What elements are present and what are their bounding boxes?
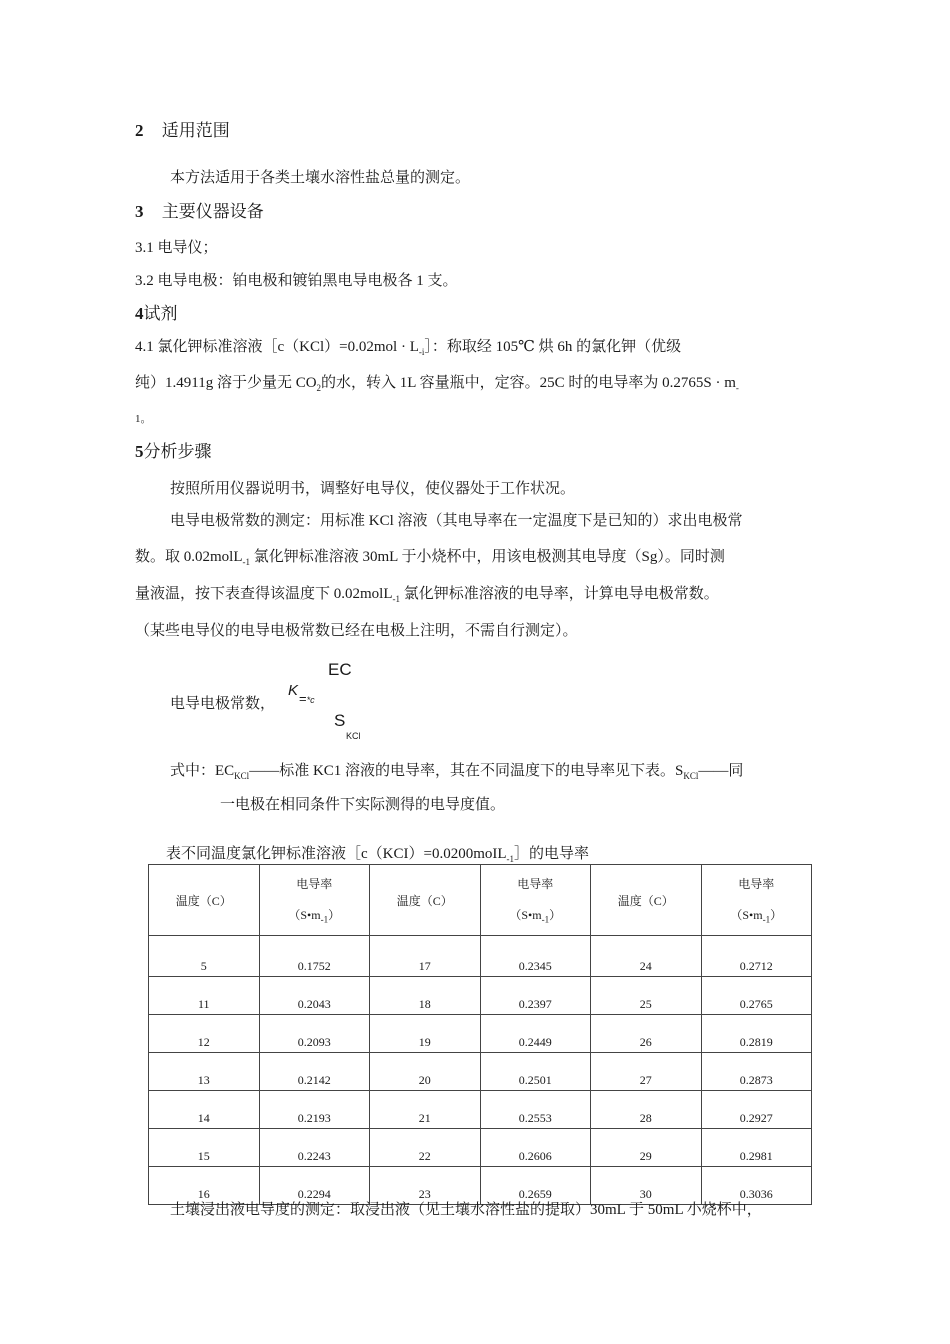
item-4-1-part-a: 4.1 氯化钾标准溶液［c（KCl）=0.02mol · L bbox=[135, 339, 419, 355]
item-4-1-sub: -i bbox=[418, 347, 425, 357]
unit-sub: -1 bbox=[320, 914, 329, 925]
formula-denominator: S bbox=[334, 711, 346, 730]
table-row bbox=[149, 1053, 812, 1091]
table-row bbox=[149, 1015, 812, 1053]
section-5-heading bbox=[135, 437, 212, 462]
paragraph-2-line1: 电导电极常数的测定：用标准 KCl 溶液（其电导率在一定温度下是已知的）求出电极常 bbox=[170, 513, 743, 529]
table-row bbox=[149, 1091, 812, 1129]
table-cell: 11 bbox=[149, 977, 260, 1015]
unit-sub: -1 bbox=[762, 914, 771, 925]
p2-l2-a: 数。取 0.02molL bbox=[135, 549, 243, 565]
section-4-heading bbox=[135, 299, 178, 324]
table-caption bbox=[166, 842, 589, 864]
table-header-row bbox=[149, 865, 812, 936]
table-row bbox=[149, 1129, 812, 1167]
item-3-2: 3.2 电导电极：铂电极和镀铂黑电导电极各 1 支。 bbox=[135, 273, 458, 289]
where-line1 bbox=[170, 759, 743, 781]
where-l1-b: ——标准 KC1 溶液的电导率，其在不同温度下的电导率见下表。S bbox=[249, 763, 684, 779]
header-temp-3: 温度（C） bbox=[591, 865, 702, 936]
co2-sub: 2 bbox=[316, 383, 322, 393]
formula-label: 电导电极常数， bbox=[170, 696, 276, 712]
table-cell: 17 bbox=[370, 936, 481, 977]
header-unit bbox=[481, 906, 591, 924]
table-cell: 0.2981 bbox=[701, 1129, 812, 1167]
header-cond-label: 电导率 bbox=[738, 877, 775, 892]
p2-l3-sub: -1 bbox=[392, 594, 400, 604]
header-cond-1 bbox=[259, 865, 370, 936]
paragraph-1: 按照所用仪器说明书，调整好电导仪，使仪器处于工作状况。 bbox=[170, 481, 576, 497]
formula-equals bbox=[299, 691, 315, 706]
table-cell: 0.2765 bbox=[701, 977, 812, 1015]
table-cell: 0.3036 bbox=[701, 1167, 812, 1205]
where-l1-c: ——同 bbox=[698, 763, 744, 779]
unit-a: （S•m bbox=[509, 908, 542, 923]
item-4-1-line2-sub2: - bbox=[735, 383, 739, 393]
paragraph-2-line4: （某些电导仪的电导电极常数已经在电极上注明，不需自行测定）。 bbox=[135, 623, 578, 639]
table-cell: 0.2819 bbox=[701, 1015, 812, 1053]
where-line2: 一电极在相同条件下实际测得的电导度值。 bbox=[220, 797, 506, 813]
item-4-1-part-b: ］：称取经 105℃ 烘 6h 的氯化钾（优级 bbox=[424, 339, 682, 355]
item-4-1-line2 bbox=[135, 371, 739, 393]
section-4-title: 试剂 bbox=[143, 304, 178, 323]
item-4-1-line3: 1。 bbox=[135, 413, 152, 425]
unit-a: （S•m bbox=[730, 908, 763, 923]
section-5-title: 分析步骤 bbox=[143, 442, 212, 461]
where-l1-sub2: KCl bbox=[683, 771, 699, 781]
table-cell: 14 bbox=[149, 1091, 260, 1129]
unit-a: （S•m bbox=[288, 908, 321, 923]
paragraph-2-line2 bbox=[135, 545, 725, 567]
table-cell: 12 bbox=[149, 1015, 260, 1053]
table-cell: 25 bbox=[591, 977, 702, 1015]
table-row bbox=[149, 977, 812, 1015]
kcl-conductivity-table bbox=[148, 864, 812, 1205]
header-temp-2: 温度（C） bbox=[370, 865, 481, 936]
section-2-number: 2 bbox=[135, 121, 144, 140]
caption-a: 表不同温度氯化钾标准溶液［c（KCI）=0.0200moIL bbox=[166, 846, 507, 862]
table-cell: 0.2294 bbox=[259, 1167, 370, 1205]
paragraph-2-line3 bbox=[135, 582, 719, 604]
p2-l3-a: 量液温，按下表查得该温度下 0.02molL bbox=[135, 586, 393, 602]
table-cell: 0.2927 bbox=[701, 1091, 812, 1129]
item-3-1: 3.1 电导仪； bbox=[135, 240, 218, 256]
section-2-heading bbox=[135, 116, 230, 141]
table-cell: 0.2345 bbox=[480, 936, 591, 977]
table-cell: 20 bbox=[370, 1053, 481, 1091]
table-cell: 0.2553 bbox=[480, 1091, 591, 1129]
last-line: 土壤浸出液电导度的测定：取浸出液（见土壤水溶性盐的提取）30mL 于 50mL 小烧杯中， bbox=[170, 1202, 762, 1218]
header-cond-label: 电导率 bbox=[517, 877, 554, 892]
kcl-table-body bbox=[149, 865, 812, 1205]
table-cell: 13 bbox=[149, 1053, 260, 1091]
table-cell: 16 bbox=[149, 1167, 260, 1205]
item-4-1-line2-part-a: 纯）1.4911g 溶于少量无 CO bbox=[135, 375, 317, 391]
table-cell: 0.2712 bbox=[701, 936, 812, 977]
table-cell: 19 bbox=[370, 1015, 481, 1053]
table-cell: 0.2873 bbox=[701, 1053, 812, 1091]
caption-sub: -1 bbox=[506, 854, 515, 864]
formula-eq-sign: = bbox=[299, 691, 307, 706]
table-cell: 28 bbox=[591, 1091, 702, 1129]
item-4-1-line2-part-b: 的水，转入 1L 容量瓶中，定容。25C 时的电导率为 0.2765S · m bbox=[321, 375, 736, 391]
table-cell: 27 bbox=[591, 1053, 702, 1091]
where-l1-sub1: KCl bbox=[234, 771, 250, 781]
table-cell: 29 bbox=[591, 1129, 702, 1167]
table-cell: 0.2243 bbox=[259, 1129, 370, 1167]
table-cell: 23 bbox=[370, 1167, 481, 1205]
table-row bbox=[149, 936, 812, 977]
section-3-title: 主要仪器设备 bbox=[161, 202, 264, 221]
table-cell: 0.2606 bbox=[480, 1129, 591, 1167]
table-cell: 0.1752 bbox=[259, 936, 370, 977]
section-5-number: 5 bbox=[135, 442, 144, 461]
p2-l2-sub: -1 bbox=[242, 557, 250, 567]
table-cell: 26 bbox=[591, 1015, 702, 1053]
table-cell: 18 bbox=[370, 977, 481, 1015]
table-cell: 15 bbox=[149, 1129, 260, 1167]
p2-l2-b: 氯化钾标准溶液 30mL 于小烧杯中，用该电极测其电导度（Sg）。同时测 bbox=[250, 549, 725, 565]
unit-b: ） bbox=[549, 908, 562, 923]
section-2-title: 适用范围 bbox=[161, 121, 230, 140]
formula-k: K bbox=[288, 682, 299, 699]
caption-b: ］的电导率 bbox=[514, 846, 590, 862]
table-cell: 0.2659 bbox=[480, 1167, 591, 1205]
p2-l3-b: 氯化钾标准溶液的电导率，计算电导电极常数。 bbox=[400, 586, 719, 602]
unit-b: ） bbox=[770, 908, 783, 923]
table-cell: 0.2501 bbox=[480, 1053, 591, 1091]
table-cell: 22 bbox=[370, 1129, 481, 1167]
table-cell: 0.2043 bbox=[259, 977, 370, 1015]
unit-b: ） bbox=[328, 908, 341, 923]
table-cell: 30 bbox=[591, 1167, 702, 1205]
section-2-text: 本方法适用于各类土壤水溶性盐总量的测定。 bbox=[170, 170, 471, 186]
section-3-heading bbox=[135, 197, 264, 222]
header-cond-3 bbox=[701, 865, 812, 936]
section-4-number: 4 bbox=[135, 304, 144, 323]
table-cell: 0.2142 bbox=[259, 1053, 370, 1091]
section-3-number: 3 bbox=[135, 202, 144, 221]
header-unit bbox=[260, 906, 370, 924]
header-cond-label: 电导率 bbox=[296, 877, 333, 892]
header-temp-1: 温度（C） bbox=[149, 865, 260, 936]
table-cell: 0.2193 bbox=[259, 1091, 370, 1129]
unit-sub: -1 bbox=[541, 914, 550, 925]
header-cond-2 bbox=[480, 865, 591, 936]
table-cell: 5 bbox=[149, 936, 260, 977]
table-cell: 0.2449 bbox=[480, 1015, 591, 1053]
table-cell: 0.2093 bbox=[259, 1015, 370, 1053]
where-l1-a: 式中：EC bbox=[170, 763, 235, 779]
table-cell: 24 bbox=[591, 936, 702, 977]
table-cell: 0.2397 bbox=[480, 977, 591, 1015]
header-unit bbox=[702, 906, 812, 924]
table-cell: 21 bbox=[370, 1091, 481, 1129]
item-4-1-line1 bbox=[135, 335, 681, 357]
formula-eq-sub: *c bbox=[306, 695, 315, 705]
formula-denominator-sub: KCl bbox=[346, 731, 361, 741]
formula-numerator: EC bbox=[328, 660, 352, 679]
